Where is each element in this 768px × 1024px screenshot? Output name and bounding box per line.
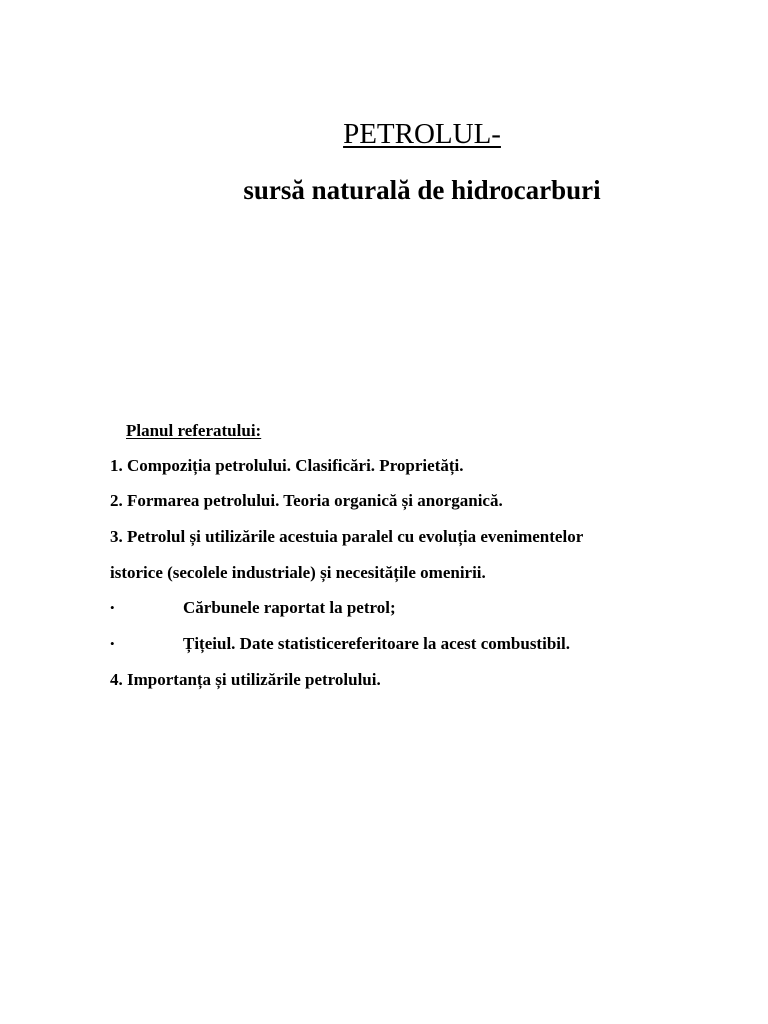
bullet-marker: • (110, 600, 115, 615)
plan-item-1: 1. Compoziția petrolului. Clasificări. Proprietăți. (110, 456, 464, 475)
bullet-marker: • (110, 636, 115, 651)
plan-item-3-continuation: istorice (secolele industriale) și necesitățile omenirii. (110, 563, 486, 582)
bullet-text: Cărbunele raportat la petrol; (183, 598, 396, 617)
document-subtitle: sursă naturală de hidrocarburi (243, 175, 601, 205)
plan-item-4: 4. Importanța și utilizările petrolului. (110, 670, 381, 689)
plan-heading: Planul referatului: (126, 421, 262, 440)
document-title: PETROLUL- (343, 118, 501, 150)
bullet-text: Țițeiul. Date statisticereferitoare la acest combustibil. (183, 634, 570, 653)
plan-item-3: 3. Petrolul și utilizările acestuia paralel cu evoluția evenimentelor (110, 527, 584, 546)
plan-item-2: 2. Formarea petrolului. Teoria organică și anorganică. (110, 491, 503, 510)
